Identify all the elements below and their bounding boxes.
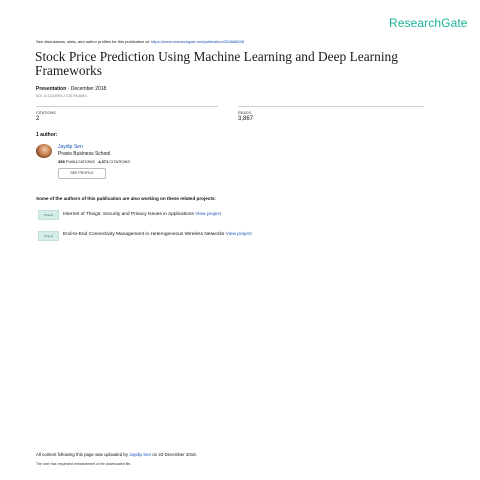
citations-label: CITATIONS [36,111,56,115]
see-profile-button[interactable]: SEE PROFILE [58,168,106,179]
author-publications-label: PUBLICATIONS [65,159,95,164]
view-project-link[interactable]: View project [195,212,222,217]
reads-label: READS [238,111,252,115]
upload-note [36,452,197,457]
authors-heading: 1 author: [36,132,58,138]
reads-divider [238,106,424,107]
uploader-link[interactable]: Jaydip Sen [129,452,151,457]
publication-doi: DOI: 10.13140/RG.2.2.20706.48001 [36,94,88,98]
author-citations-label: CITATIONS [109,159,131,164]
author-affiliation: Praxis Business School [58,151,111,157]
discussion-note [36,39,244,44]
reads-value: 3,867 [238,116,254,122]
author-citations-count: 4,371 [98,159,109,164]
citations-value: 2 [36,116,40,122]
publication-date: · December 2018 [67,86,107,92]
author-publications-count: 358 [58,159,65,164]
view-project-link[interactable]: View project [225,232,252,237]
project-item [63,212,221,217]
project-badge: Project [38,210,59,220]
publication-url-link[interactable]: https://www.researchgate.net/publication/329886838 [150,39,244,44]
enhancement-note: The user has requested enhancement of the downloaded file. [36,462,132,466]
project-item [63,232,252,237]
author-name-link[interactable]: Jaydip Sen [58,144,83,150]
author-stats [58,159,130,164]
projects-heading: Some of the authors of this publication are also working on these related projects: [36,196,216,201]
researchgate-logo[interactable]: ResearchGate [389,16,468,30]
publication-type: Presentation [36,86,67,92]
publication-title: Stock Price Prediction Using Machine Learning and Deep Learning Frameworks [35,49,398,78]
author-avatar[interactable] [36,144,52,158]
discussion-note-text: See discussions, stats, and author profiles for this publication at: [36,39,150,44]
citations-divider [36,106,218,107]
publication-meta [36,86,106,92]
project-badge: Project [38,231,59,241]
upload-note-suffix: on 23 December 2018. [152,452,197,457]
upload-note-prefix: All content following this page was uploaded by [36,452,129,457]
project-title: Internet of Things: Security and Privacy Issues in Applications [63,212,194,217]
project-title: End-to-End Connectivity Management in Heterogeneous Wireless Networks [63,232,225,237]
